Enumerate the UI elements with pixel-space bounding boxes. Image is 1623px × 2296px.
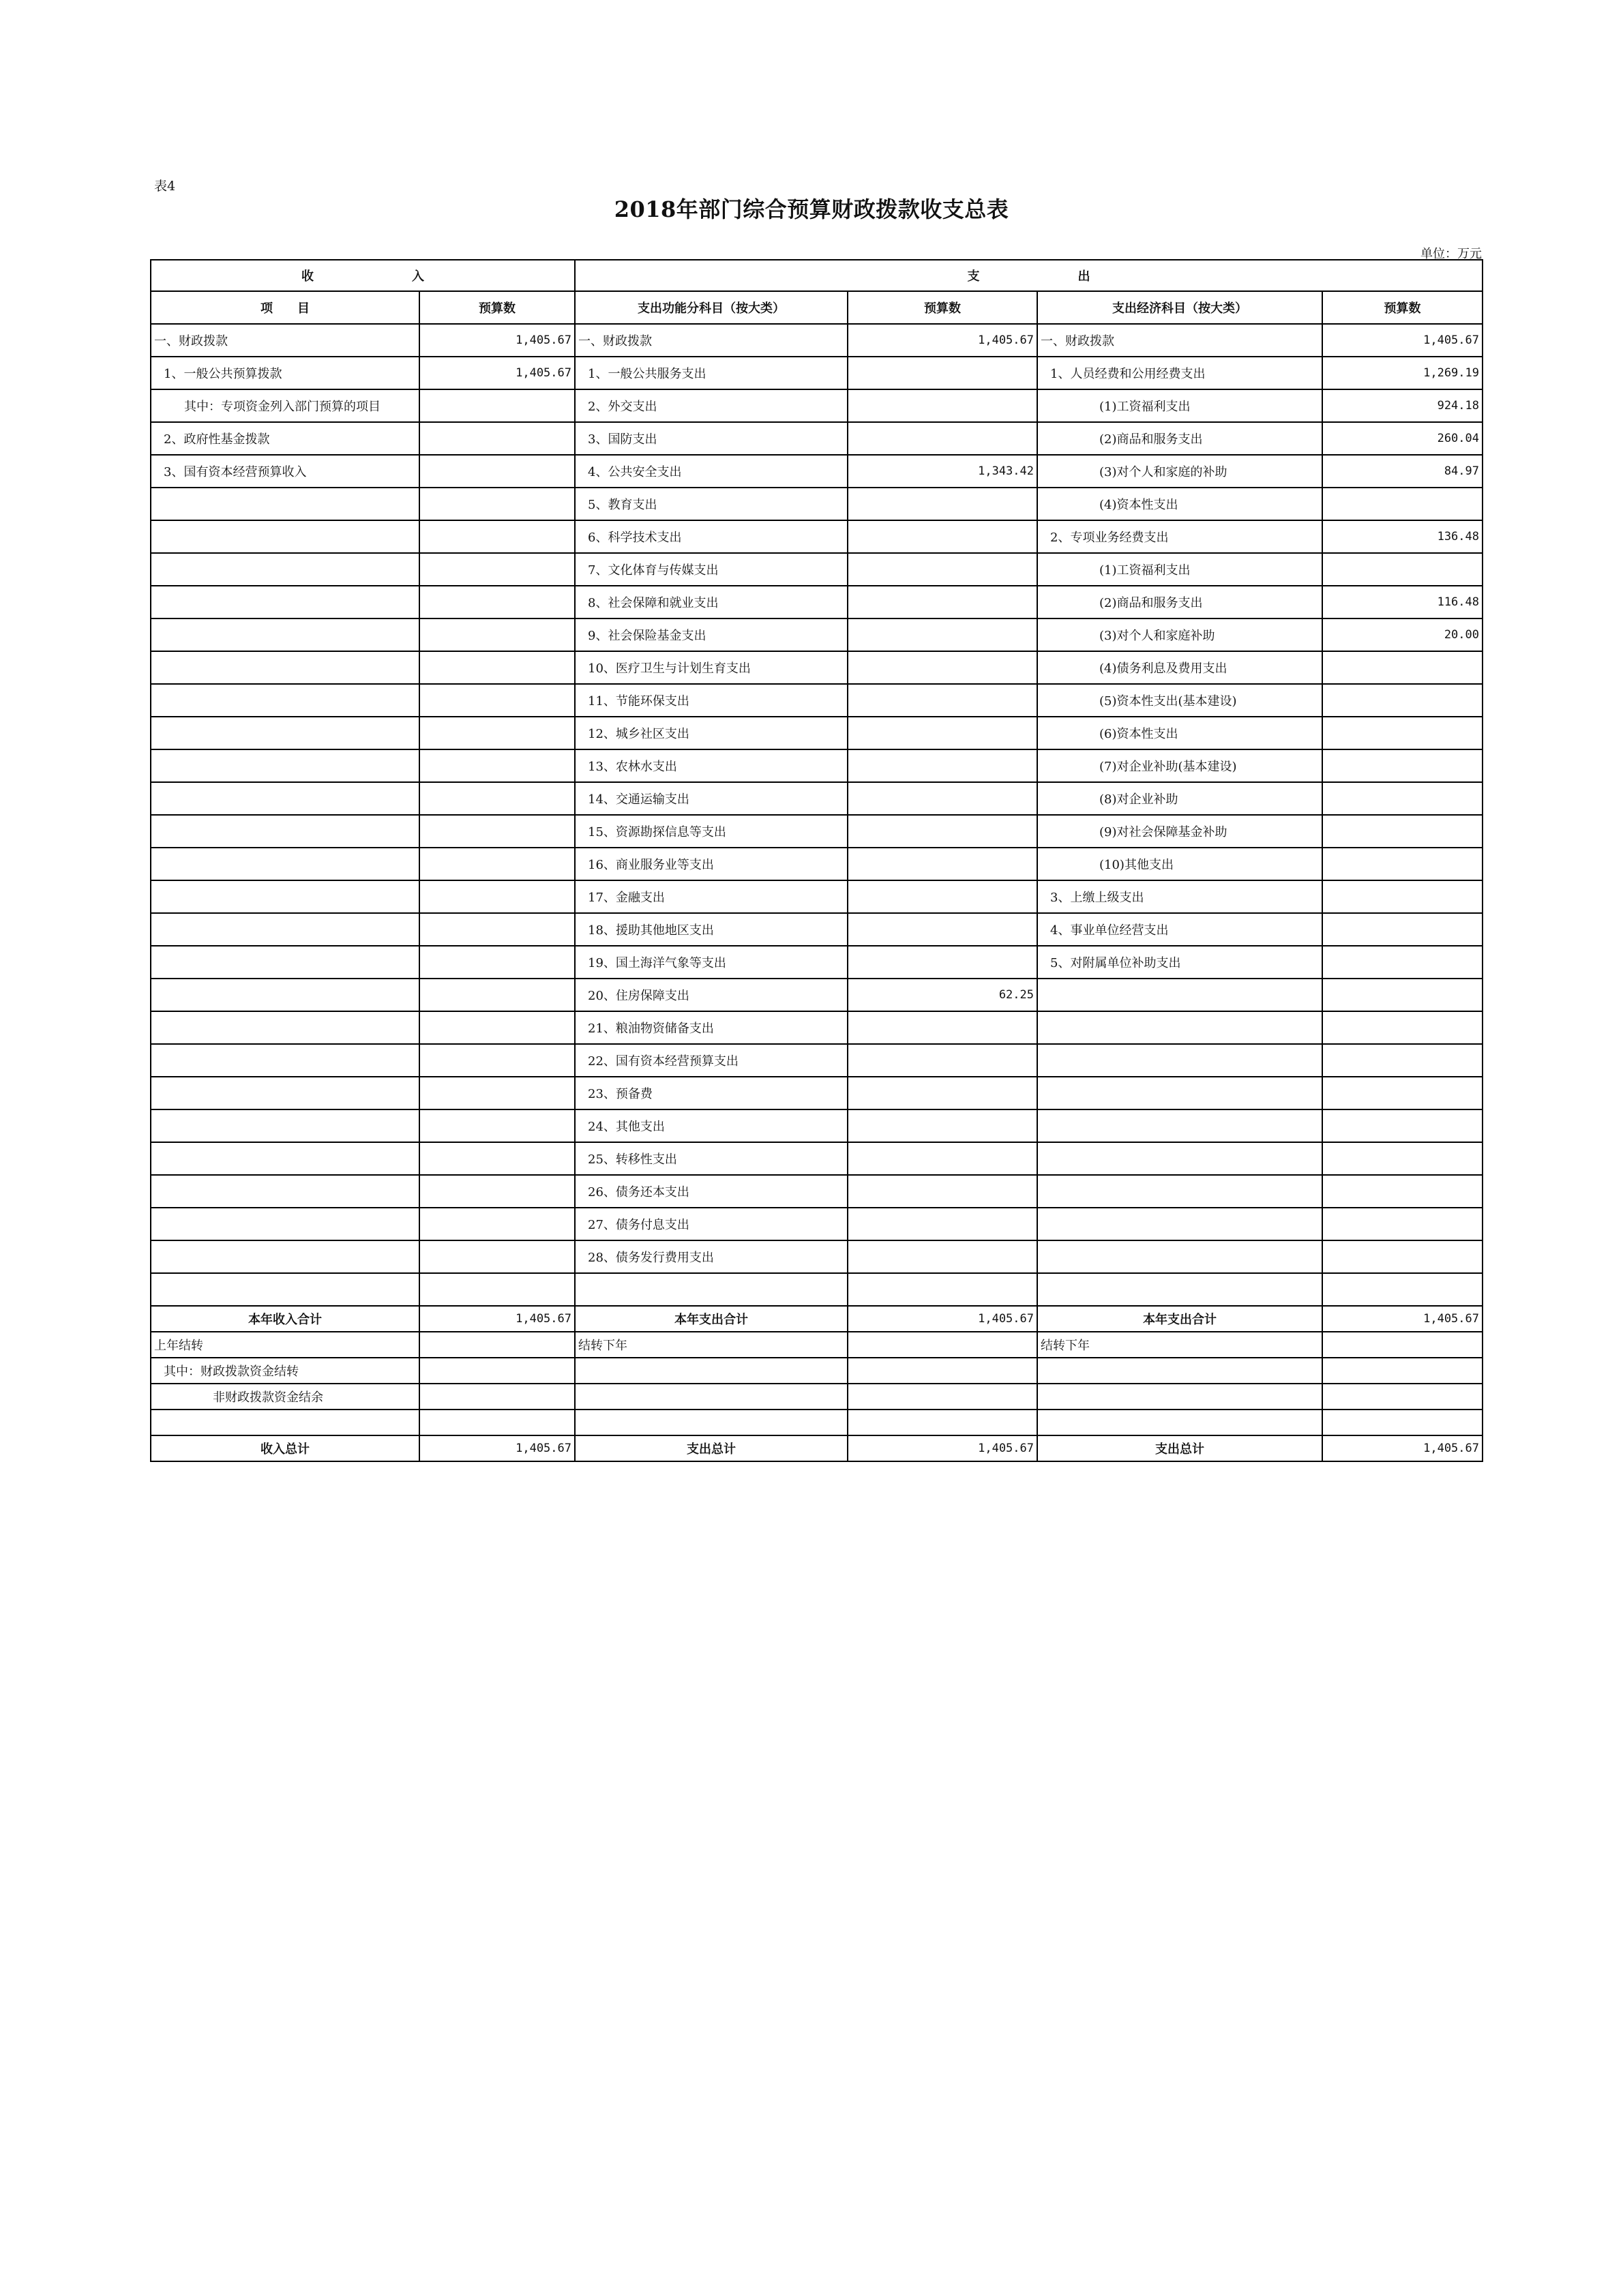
func-amount-cell	[848, 1208, 1037, 1240]
empty-cell	[848, 1384, 1037, 1410]
income-item-cell: 一、财政拨款	[151, 324, 419, 357]
unit-note: 单位：万元	[1420, 247, 1482, 261]
table-row	[151, 422, 1483, 455]
empty-cell	[419, 1410, 575, 1435]
func-subtotal-label: 本年支出合计	[575, 1306, 848, 1332]
income-amount-cell	[419, 717, 575, 749]
income-item-cell	[151, 1175, 419, 1208]
column-header-row	[151, 291, 1483, 324]
econ-item-cell: (8)对企业补助	[1037, 782, 1322, 815]
func-item-cell: 27、债务付息支出	[575, 1208, 848, 1240]
func-item-cell: 16、商业服务业等支出	[575, 848, 848, 880]
econ-amount-cell: 1,269.19	[1322, 357, 1483, 389]
econ-item-cell: 1、人员经费和公用经费支出	[1037, 357, 1322, 389]
econ-amount-cell	[1322, 1011, 1483, 1044]
func-amount-cell: 1,343.42	[848, 455, 1037, 488]
income-item-cell	[151, 1011, 419, 1044]
econ-amount-cell	[1322, 1175, 1483, 1208]
table-row	[151, 357, 1483, 389]
income-amount-cell	[419, 815, 575, 848]
func-amount-cell	[848, 782, 1037, 815]
empty-cell	[575, 1384, 848, 1410]
econ-item-cell	[1037, 1011, 1322, 1044]
income-amount-cell	[419, 1077, 575, 1109]
econ-item-cell	[1037, 1240, 1322, 1273]
table-label: 表4	[154, 179, 176, 194]
table-row	[151, 684, 1483, 717]
table-row	[151, 651, 1483, 684]
econ-amount-cell: 84.97	[1322, 455, 1483, 488]
econ-amount-cell	[1322, 1208, 1483, 1240]
income-amount-cell	[419, 749, 575, 782]
income-amount-cell	[419, 1240, 575, 1273]
func-item-cell: 18、援助其他地区支出	[575, 913, 848, 946]
func-amount-cell	[848, 651, 1037, 684]
func-amount-cell	[848, 357, 1037, 389]
col-econ-item: 支出经济科目（按大类）	[1037, 291, 1322, 324]
func-item-cell: 19、国土海洋气象等支出	[575, 946, 848, 979]
income-item-cell	[151, 782, 419, 815]
income-subtotal-value: 1,405.67	[419, 1306, 575, 1332]
income-amount-cell	[419, 684, 575, 717]
income-amount-cell	[419, 979, 575, 1011]
table-row	[151, 1175, 1483, 1208]
econ-subtotal-value: 1,405.67	[1322, 1306, 1483, 1332]
carry-row	[151, 1358, 1483, 1384]
func-amount-cell	[848, 1142, 1037, 1175]
func-item-cell: 1、一般公共服务支出	[575, 357, 848, 389]
func-item-cell: 11、节能环保支出	[575, 684, 848, 717]
econ-amount-cell	[1322, 717, 1483, 749]
func-item-cell: 6、科学技术支出	[575, 520, 848, 553]
econ-item-cell: 5、对附属单位补助支出	[1037, 946, 1322, 979]
col-income-amount: 预算数	[419, 291, 575, 324]
income-amount-cell	[419, 880, 575, 913]
table-row	[151, 946, 1483, 979]
col-income-item: 项 目	[151, 291, 419, 324]
income-amount-cell	[419, 1273, 575, 1306]
income-amount-cell	[419, 455, 575, 488]
income-amount-cell	[419, 422, 575, 455]
income-amount-cell	[419, 1142, 575, 1175]
carry-row	[151, 1332, 1483, 1358]
func-amount-cell	[848, 520, 1037, 553]
table-row	[151, 1142, 1483, 1175]
carry-row	[151, 1384, 1483, 1410]
func-item-cell: 5、教育支出	[575, 488, 848, 520]
table-row	[151, 815, 1483, 848]
econ-item-cell: 3、上缴上级支出	[1037, 880, 1322, 913]
func-amount-cell	[848, 586, 1037, 618]
income-item-cell	[151, 1142, 419, 1175]
func-amount-cell	[848, 848, 1037, 880]
table-row	[151, 749, 1483, 782]
income-item-cell	[151, 946, 419, 979]
income-item-cell	[151, 618, 419, 651]
func-amount-cell	[848, 815, 1037, 848]
total-row	[151, 1435, 1483, 1461]
table-row	[151, 389, 1483, 422]
func-amount-cell	[848, 749, 1037, 782]
fiscal-carry-label: 其中：财政拨款资金结转	[151, 1358, 419, 1384]
income-item-cell	[151, 717, 419, 749]
func-amount-cell	[848, 618, 1037, 651]
func-amount-cell	[848, 684, 1037, 717]
income-item-cell	[151, 815, 419, 848]
income-amount-cell: 1,405.67	[419, 324, 575, 357]
income-amount-cell	[419, 1011, 575, 1044]
table-row	[151, 913, 1483, 946]
income-item-cell	[151, 520, 419, 553]
income-item-cell	[151, 1273, 419, 1306]
income-item-cell	[151, 1044, 419, 1077]
econ-total-label: 支出总计	[1037, 1435, 1322, 1461]
subtotal-row	[151, 1306, 1483, 1332]
econ-amount-cell	[1322, 946, 1483, 979]
func-item-cell: 12、城乡社区支出	[575, 717, 848, 749]
income-item-cell	[151, 1109, 419, 1142]
income-amount-cell	[419, 520, 575, 553]
budget-table	[150, 259, 1483, 1462]
income-item-cell: 2、政府性基金拨款	[151, 422, 419, 455]
func-item-cell: 8、社会保障和就业支出	[575, 586, 848, 618]
table-row	[151, 618, 1483, 651]
income-item-cell	[151, 1077, 419, 1109]
income-item-cell: 3、国有资本经营预算收入	[151, 455, 419, 488]
func-total-value: 1,405.67	[848, 1435, 1037, 1461]
table-row	[151, 455, 1483, 488]
income-amount-cell	[419, 1208, 575, 1240]
empty-cell	[1322, 1384, 1483, 1410]
econ-item-cell: (4)债务利息及费用支出	[1037, 651, 1322, 684]
econ-item-cell: (9)对社会保障基金补助	[1037, 815, 1322, 848]
econ-amount-cell	[1322, 488, 1483, 520]
func-item-cell: 23、预备费	[575, 1077, 848, 1109]
func-item-cell: 24、其他支出	[575, 1109, 848, 1142]
table-row	[151, 1044, 1483, 1077]
empty-cell	[848, 1410, 1037, 1435]
income-subtotal-label: 本年收入合计	[151, 1306, 419, 1332]
table-row	[151, 880, 1483, 913]
econ-amount-cell: 116.48	[1322, 586, 1483, 618]
func-item-cell	[575, 1273, 848, 1306]
econ-item-cell: 4、事业单位经营支出	[1037, 913, 1322, 946]
econ-amount-cell	[1322, 651, 1483, 684]
econ-amount-cell	[1322, 749, 1483, 782]
func-amount-cell	[848, 1044, 1037, 1077]
income-total-value: 1,405.67	[419, 1435, 575, 1461]
econ-item-cell: (2)商品和服务支出	[1037, 586, 1322, 618]
empty-cell	[1037, 1384, 1322, 1410]
econ-amount-cell	[1322, 684, 1483, 717]
func-amount-cell	[848, 488, 1037, 520]
table-row	[151, 324, 1483, 357]
econ-item-cell: (3)对个人和家庭补助	[1037, 618, 1322, 651]
func-item-cell: 一、财政拨款	[575, 324, 848, 357]
income-item-cell	[151, 1240, 419, 1273]
empty-cell	[575, 1410, 848, 1435]
func-amount-cell	[848, 880, 1037, 913]
income-amount-cell	[419, 913, 575, 946]
section-expense: 支 出	[575, 260, 1483, 291]
func-item-cell: 22、国有资本经营预算支出	[575, 1044, 848, 1077]
income-item-cell	[151, 848, 419, 880]
func-amount-cell	[848, 717, 1037, 749]
func-total-label: 支出总计	[575, 1435, 848, 1461]
table-row	[151, 979, 1483, 1011]
econ-amount-cell: 20.00	[1322, 618, 1483, 651]
table-row	[151, 586, 1483, 618]
econ-amount-cell	[1322, 1273, 1483, 1306]
econ-item-cell: 2、专项业务经费支出	[1037, 520, 1322, 553]
econ-item-cell: (1)工资福利支出	[1037, 389, 1322, 422]
income-item-cell	[151, 979, 419, 1011]
econ-item-cell: (10)其他支出	[1037, 848, 1322, 880]
income-amount-cell	[419, 586, 575, 618]
empty-cell	[151, 1410, 419, 1435]
func-item-cell: 28、债务发行费用支出	[575, 1240, 848, 1273]
econ-amount-cell	[1322, 848, 1483, 880]
income-amount-cell	[419, 488, 575, 520]
func-amount-cell	[848, 1273, 1037, 1306]
econ-item-cell	[1037, 1142, 1322, 1175]
col-econ-amount: 预算数	[1322, 291, 1483, 324]
econ-item-cell: (1)工资福利支出	[1037, 553, 1322, 586]
table-row	[151, 520, 1483, 553]
econ-item-cell: (5)资本性支出(基本建设)	[1037, 684, 1322, 717]
section-header-row	[151, 260, 1483, 291]
income-amount-cell	[419, 553, 575, 586]
empty-cell	[419, 1358, 575, 1384]
empty-cell	[419, 1384, 575, 1410]
func-amount-cell	[848, 422, 1037, 455]
table-row	[151, 1273, 1483, 1306]
econ-item-cell	[1037, 1208, 1322, 1240]
func-amount-cell	[848, 1011, 1037, 1044]
prev-year-carry-value	[419, 1332, 575, 1358]
col-func-item: 支出功能分科目（按大类）	[575, 291, 848, 324]
func-amount-cell	[848, 946, 1037, 979]
econ-amount-cell	[1322, 1240, 1483, 1273]
func-item-cell: 26、债务还本支出	[575, 1175, 848, 1208]
empty-cell	[575, 1358, 848, 1384]
econ-amount-cell	[1322, 1077, 1483, 1109]
func-item-cell: 17、金融支出	[575, 880, 848, 913]
econ-item-cell: 一、财政拨款	[1037, 324, 1322, 357]
func-item-cell: 7、文化体育与传媒支出	[575, 553, 848, 586]
econ-amount-cell	[1322, 979, 1483, 1011]
income-item-cell	[151, 913, 419, 946]
econ-subtotal-label: 本年支出合计	[1037, 1306, 1322, 1332]
func-next-year-label: 结转下年	[575, 1332, 848, 1358]
func-item-cell: 21、粮油物资储备支出	[575, 1011, 848, 1044]
prev-year-carry-label: 上年结转	[151, 1332, 419, 1358]
econ-item-cell	[1037, 1273, 1322, 1306]
func-amount-cell	[848, 1109, 1037, 1142]
table-row	[151, 1109, 1483, 1142]
income-item-cell: 其中：专项资金列入部门预算的项目	[151, 389, 419, 422]
econ-next-year-label: 结转下年	[1037, 1332, 1322, 1358]
econ-amount-cell	[1322, 1142, 1483, 1175]
func-item-cell: 4、公共安全支出	[575, 455, 848, 488]
func-item-cell: 20、住房保障支出	[575, 979, 848, 1011]
table-row	[151, 488, 1483, 520]
econ-amount-cell	[1322, 1044, 1483, 1077]
empty-cell	[1322, 1410, 1483, 1435]
section-income: 收 入	[151, 260, 575, 291]
page-title: 2018年部门综合预算财政拨款收支总表	[614, 196, 1009, 222]
econ-amount-cell	[1322, 1109, 1483, 1142]
income-item-cell	[151, 651, 419, 684]
income-item-cell: 1、一般公共预算拨款	[151, 357, 419, 389]
income-item-cell	[151, 1208, 419, 1240]
func-amount-cell	[848, 389, 1037, 422]
func-item-cell: 13、农林水支出	[575, 749, 848, 782]
econ-next-year-value	[1322, 1332, 1483, 1358]
income-item-cell	[151, 586, 419, 618]
econ-amount-cell	[1322, 815, 1483, 848]
income-amount-cell	[419, 848, 575, 880]
econ-item-cell	[1037, 1109, 1322, 1142]
income-item-cell	[151, 488, 419, 520]
income-amount-cell	[419, 946, 575, 979]
income-amount-cell	[419, 389, 575, 422]
func-item-cell: 2、外交支出	[575, 389, 848, 422]
table-row	[151, 782, 1483, 815]
func-item-cell: 25、转移性支出	[575, 1142, 848, 1175]
econ-item-cell	[1037, 979, 1322, 1011]
econ-item-cell: (7)对企业补助(基本建设)	[1037, 749, 1322, 782]
econ-total-value: 1,405.67	[1322, 1435, 1483, 1461]
empty-cell	[1037, 1358, 1322, 1384]
econ-item-cell: (6)资本性支出	[1037, 717, 1322, 749]
econ-item-cell: (4)资本性支出	[1037, 488, 1322, 520]
econ-amount-cell: 1,405.67	[1322, 324, 1483, 357]
econ-amount-cell: 136.48	[1322, 520, 1483, 553]
func-amount-cell: 62.25	[848, 979, 1037, 1011]
econ-item-cell	[1037, 1044, 1322, 1077]
econ-amount-cell: 924.18	[1322, 389, 1483, 422]
income-amount-cell	[419, 618, 575, 651]
func-item-cell: 10、医疗卫生与计划生育支出	[575, 651, 848, 684]
income-amount-cell	[419, 651, 575, 684]
income-amount-cell: 1,405.67	[419, 357, 575, 389]
empty-cell	[1037, 1410, 1322, 1435]
econ-item-cell	[1037, 1175, 1322, 1208]
func-item-cell: 14、交通运输支出	[575, 782, 848, 815]
table-row	[151, 1240, 1483, 1273]
func-item-cell: 3、国防支出	[575, 422, 848, 455]
func-amount-cell	[848, 1077, 1037, 1109]
table-row	[151, 1011, 1483, 1044]
econ-amount-cell	[1322, 553, 1483, 586]
econ-amount-cell: 260.04	[1322, 422, 1483, 455]
econ-item-cell: (3)对个人和家庭的补助	[1037, 455, 1322, 488]
income-item-cell	[151, 749, 419, 782]
func-next-year-value	[848, 1332, 1037, 1358]
table-row	[151, 1077, 1483, 1109]
econ-item-cell	[1037, 1077, 1322, 1109]
func-amount-cell	[848, 913, 1037, 946]
table-row	[151, 848, 1483, 880]
econ-amount-cell	[1322, 880, 1483, 913]
econ-item-cell: (2)商品和服务支出	[1037, 422, 1322, 455]
table-row	[151, 1208, 1483, 1240]
func-item-cell: 15、资源勘探信息等支出	[575, 815, 848, 848]
table-row	[151, 717, 1483, 749]
income-item-cell	[151, 684, 419, 717]
income-total-label: 收入总计	[151, 1435, 419, 1461]
table-row	[151, 553, 1483, 586]
econ-amount-cell	[1322, 782, 1483, 815]
nonfiscal-carry-label: 非财政拨款资金结余	[151, 1384, 419, 1410]
income-item-cell	[151, 880, 419, 913]
income-amount-cell	[419, 1044, 575, 1077]
econ-amount-cell	[1322, 913, 1483, 946]
col-func-amount: 预算数	[848, 291, 1037, 324]
income-item-cell	[151, 553, 419, 586]
func-amount-cell	[848, 1175, 1037, 1208]
func-amount-cell: 1,405.67	[848, 324, 1037, 357]
func-amount-cell	[848, 1240, 1037, 1273]
empty-cell	[1322, 1358, 1483, 1384]
income-amount-cell	[419, 1175, 575, 1208]
blank-row	[151, 1410, 1483, 1435]
func-amount-cell	[848, 553, 1037, 586]
empty-cell	[848, 1358, 1037, 1384]
func-subtotal-value: 1,405.67	[848, 1306, 1037, 1332]
func-item-cell: 9、社会保险基金支出	[575, 618, 848, 651]
income-amount-cell	[419, 1109, 575, 1142]
income-amount-cell	[419, 782, 575, 815]
